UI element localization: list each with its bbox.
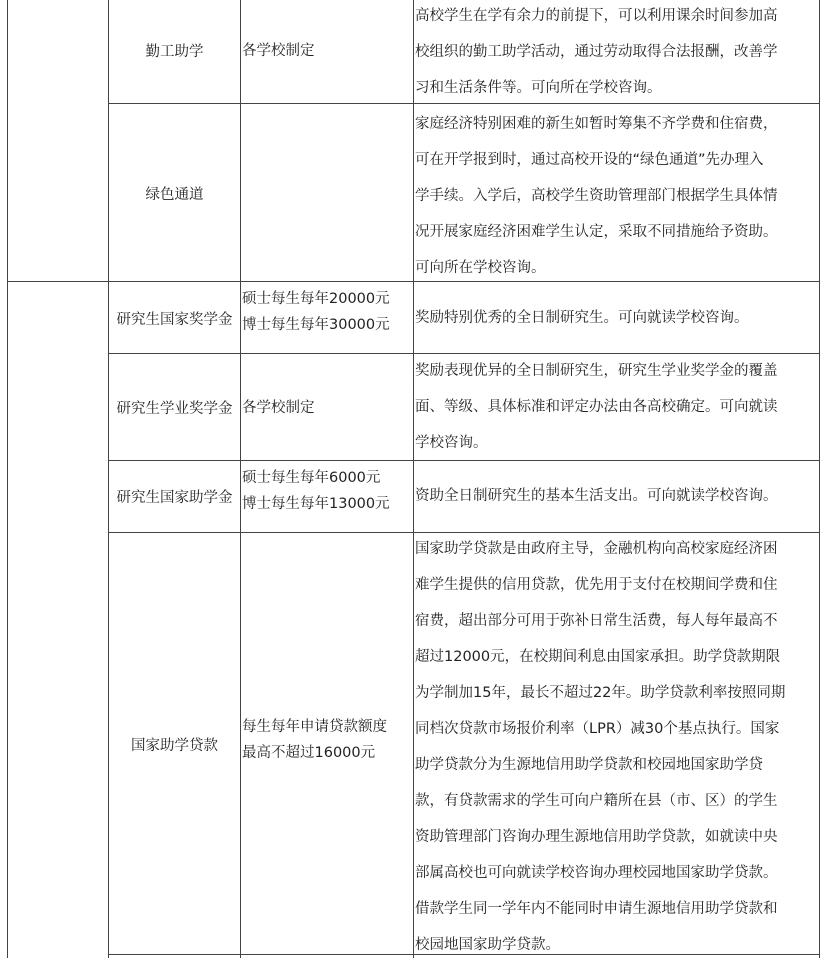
aid-name: 国家助学贷款 bbox=[131, 738, 218, 754]
aid-description: 奖励表现优异的全日制研究生，研究生学业奖学金的覆盖 面、等级、具体标准和评定办法由各高校确定。可向就读 学校咨询。 bbox=[415, 363, 778, 451]
aid-amount: 硕士每生每年6000元 博士每生每年13000元 bbox=[242, 470, 390, 512]
aid-name: 勤工助学 bbox=[145, 44, 204, 60]
aid-amount: 硕士每生每年20000元 博士每生每年30000元 bbox=[242, 291, 390, 333]
aid-amount: 各学校制定 bbox=[242, 43, 315, 59]
aid-description: 家庭经济特别困难的新生如暂时筹集不齐学费和住宿费， 可在开学报到时，通过高校开设的“绿色通道”先办理入 学手续。入学后，高校学生资助管理部门根据学生具体情 况开展家庭经济困难学生认定，采取不同措施给予资助。 可向所在学校咨询。 bbox=[415, 116, 778, 276]
aid-name: 绿色通道 bbox=[145, 187, 204, 203]
aid-amount: 每生每年申请贷款额度 最高不超过16000元 bbox=[242, 719, 387, 761]
aid-amount: 各学校制定 bbox=[242, 400, 315, 416]
table-divider bbox=[108, 0, 109, 958]
table-border-left bbox=[7, 0, 8, 958]
aid-name: 研究生学业奖学金 bbox=[116, 401, 233, 417]
aid-description: 高校学生在学有余力的前提下，可以利用课余时间参加高 校组织的勤工助学活动，通过劳动取得合法报酬，改善学 习和生活条件等。可向所在学校咨询。 bbox=[415, 8, 778, 96]
aid-description: 国家助学贷款是由政府主导，金融机构向高校家庭经济困 难学生提供的信用贷款，优先用于支付在校期间学费和住 宿费，超出部分可用于弥补日常生活费，每人每年最高不 超过12000元，在校期间利息由国家承担。助学贷款期限 为学制加15年，最长不超过22年。助学贷款利率按照同期 同档次贷款市场报价利率（LPR）减30个基点执行。国家 助学贷款分为生源地信用助学贷款和校园地国家助学贷 款，有贷款需求的学生可向户籍所在县（市、区）的学生 资助管理部门咨询办理生源地信用助学贷款，如就读中央 部属高校也可向就读学校咨询办理校园地国家助学贷款。 借款学生同一学年内不能同时申请生源地信用助学贷款和 校园地国家助学贷款。 bbox=[415, 541, 786, 953]
aid-description: 资助全日制研究生的基本生活支出。可向就读学校咨询。 bbox=[415, 488, 778, 504]
aid-name: 研究生国家助学金 bbox=[116, 490, 233, 506]
aid-name: 研究生国家奖学金 bbox=[116, 312, 233, 328]
aid-description: 奖励特别优秀的全日制研究生。可向就读学校咨询。 bbox=[415, 310, 749, 326]
table-divider bbox=[240, 0, 241, 958]
